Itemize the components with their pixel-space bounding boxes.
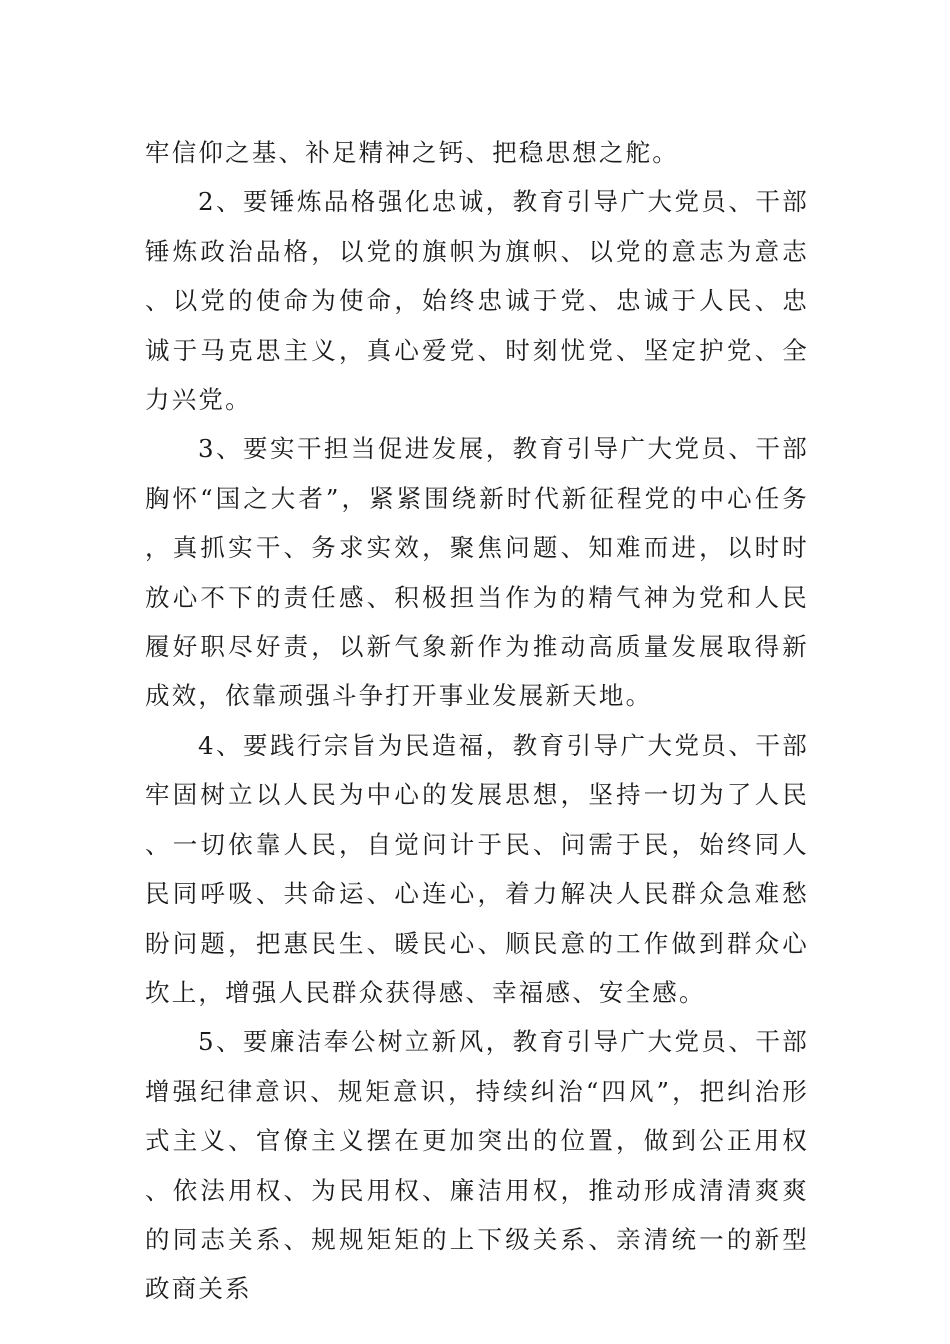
document-body <box>145 128 809 1314</box>
paragraph-continuation: 牢信仰之基、补足精神之钙、把稳思想之舵。 <box>145 138 679 167</box>
paragraph-item-2: 2、要锤炼品格强化忠诚，教育引导广大党员、干部锤炼政治品格，以党的旗帜为旗帜、以党的意志为意志、以党的使命为使命，始终忠诚于党、忠诚于人民、忠诚于马克思主义，真心爱党、时刻忧党、坚定护党、全力兴党。 <box>145 187 809 415</box>
paragraph-item-4: 4、要践行宗旨为民造福，教育引导广大党员、干部牢固树立以人民为中心的发展思想，坚持一切为了人民、一切依靠人民，自觉问计于民、问需于民，始终同人民同呼吸、共命运、心连心，着力解决人民群众急难愁盼问题，把惠民生、暖民心、顺民意的工作做到群众心坎上，增强人民群众获得感、幸福感、安全感。 <box>145 730 809 1007</box>
paragraph-item-3: 3、要实干担当促进发展，教育引导广大党员、干部胸怀“国之大者”，紧紧围绕新时代新征程党的中心任务，真抓实干、务求实效，聚焦问题、知难而进，以时时放心不下的责任感、积极担当作为的精气神为党和人民履好职尽好责，以新气象新作为推动高质量发展取得新成效，依靠顽强斗争打开事业发展新天地。 <box>145 434 809 711</box>
paragraph-item-5: 5、要廉洁奉公树立新风，教育引导广大党员、干部增强纪律意识、规矩意识，持续纠治“四风”，把纠治形式主义、官僚主义摆在更加突出的位置，做到公正用权、依法用权、为民用权、廉洁用权，推动形成清清爽爽的同志关系、规规矩矩的上下级关系、亲清统一的新型政商关系 <box>145 1027 809 1304</box>
